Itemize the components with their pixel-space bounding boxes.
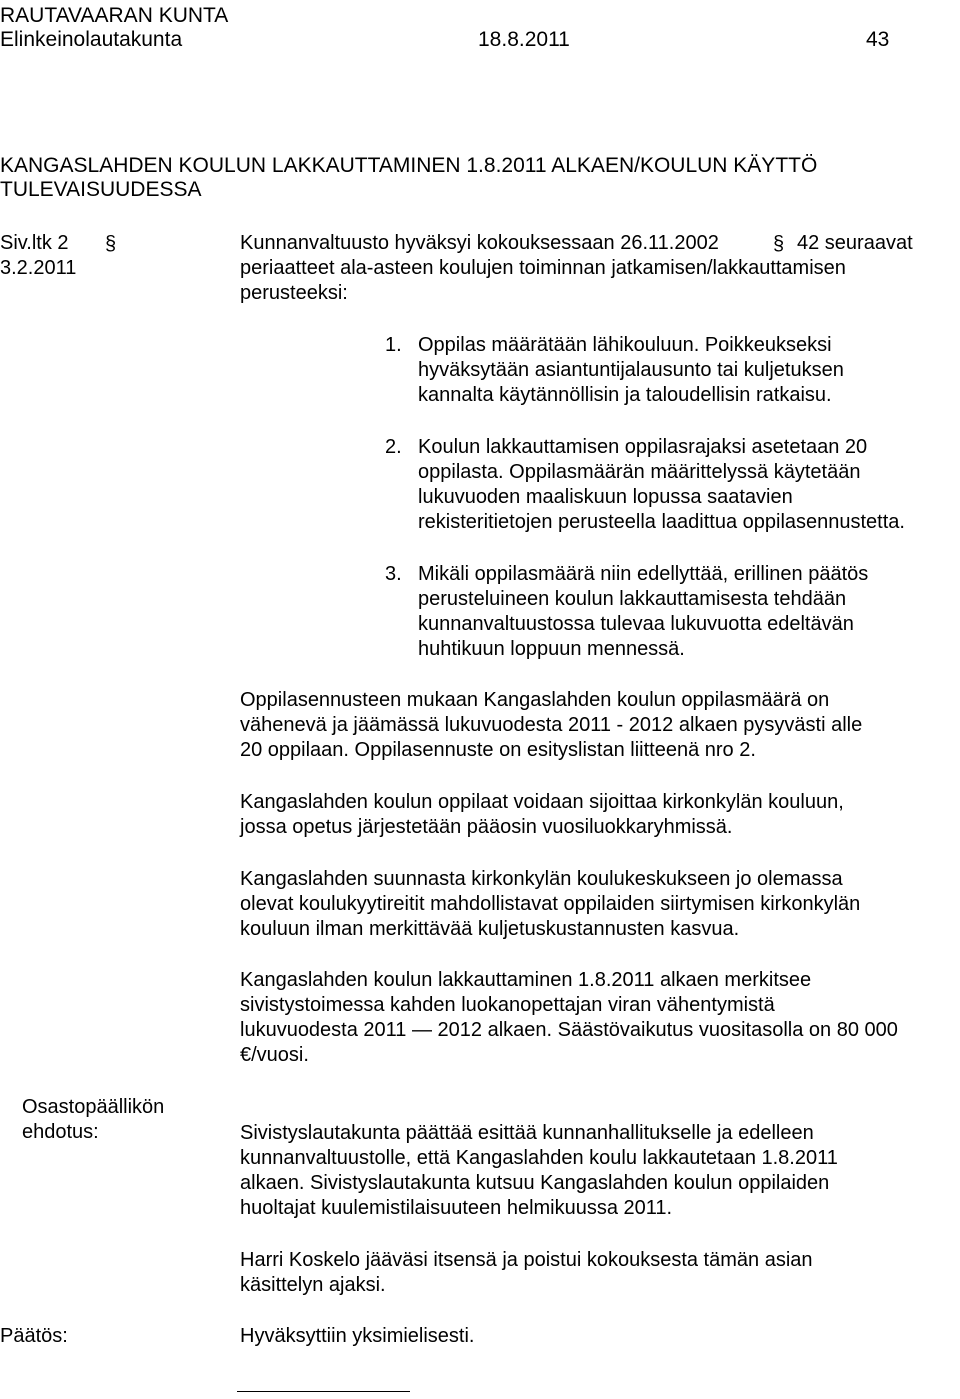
principle-number: 3. xyxy=(385,563,402,585)
paragraph-line: jossa opetus järjestetään pääosin vuosiluokkaryhmissä. xyxy=(240,816,733,838)
intro-line: periaatteet ala-asteen koulujen toiminnan jatkamisen/lakkauttamisen xyxy=(240,257,846,279)
reference-label: Siv.ltk 2 xyxy=(0,232,69,254)
paragraph-line: 20 oppilaan. Oppilasennuste on esityslistan liitteenä nro 2. xyxy=(240,739,756,761)
principle-line: lukuvuoden maaliskuun lopussa saatavien xyxy=(418,486,793,508)
paragraph-line: vähenevä ja jäämässä lukuvuodesta 2011 - 2012 alkaen pysyvästi alle xyxy=(240,714,863,736)
disqualification-line: Harri Koskelo jääväsi itsensä ja poistui kokouksesta tämän asian xyxy=(240,1249,813,1271)
proposal-line: kunnanvaltuustolle, että Kangaslahden koulu lakkautetaan 1.8.2011 xyxy=(240,1147,838,1169)
principle-line: huhtikuun loppuun mennessä. xyxy=(418,638,685,660)
section-mark-icon-2: § xyxy=(773,233,785,255)
meeting-date: 18.8.2011 xyxy=(478,28,570,51)
principle-line: perusteluineen koulun lakkauttamisesta tehdään xyxy=(418,588,847,610)
paragraph-line: Kangaslahden koulun oppilaat voidaan sijoittaa kirkonkylän kouluun, xyxy=(240,791,844,813)
paragraph-line: €/vuosi. xyxy=(240,1044,309,1066)
paragraph-line: sivistystoimessa kahden luokanopettajan viran vähentymistä xyxy=(240,994,775,1016)
principle-line: Mikäli oppilasmäärä niin edellyttää, erillinen päätös xyxy=(418,563,869,585)
page-number: 43 xyxy=(866,28,890,51)
paragraph-line: Kangaslahden suunnasta kirkonkylän koulukeskukseen jo olemassa xyxy=(240,868,843,890)
section-mark-icon: § xyxy=(105,233,117,255)
document-title-line-1: KANGASLAHDEN KOULUN LAKKAUTTAMINEN 1.8.2011 ALKAEN/KOULUN KÄYTTÖ xyxy=(0,154,818,177)
principle-line: Oppilas määrätään lähikouluun. Poikkeukseksi xyxy=(418,334,832,356)
principle-line: Koulun lakkauttamisen oppilasrajaksi asetetaan 20 xyxy=(418,436,868,458)
principle-number: 2. xyxy=(385,436,402,458)
proposal-label: ehdotus: xyxy=(22,1121,99,1143)
proposal-line: huoltajat kuulemistilaisuuteen helmikuussa 2011. xyxy=(240,1197,673,1219)
signature-line xyxy=(237,1391,410,1392)
principle-line: kunnanvaltuustossa tulevaa lukuvuotta edeltävän xyxy=(418,613,854,635)
paragraph-line: Kangaslahden koulun lakkauttaminen 1.8.2011 alkaen merkitsee xyxy=(240,969,812,991)
paragraph-line: kouluun ilman merkittävää kuljetuskustannusten kasvua. xyxy=(240,918,740,940)
paragraph-line: olevat koulukyytireitit mahdollistavat oppilaiden siirtymisen kirkonkylän xyxy=(240,893,861,915)
decision-text: Hyväksyttiin yksimielisesti. xyxy=(240,1325,475,1347)
reference-date: 3.2.2011 xyxy=(0,257,77,279)
paragraph-line: Oppilasennusteen mukaan Kangaslahden koulun oppilasmäärä on xyxy=(240,689,830,711)
principle-line: rekisteritietojen perusteella laadittua oppilasennustetta. xyxy=(418,511,905,533)
disqualification-line: käsittelyn ajaksi. xyxy=(240,1274,386,1296)
intro-line: perusteeksi: xyxy=(240,282,348,304)
decision-label: Päätös: xyxy=(0,1325,68,1347)
principle-line: kannalta käytännöllisin ja taloudellisin ratkaisu. xyxy=(418,384,832,406)
principle-line: hyväksytään asiantuntijalausunto tai kuljetuksen xyxy=(418,359,844,381)
principle-line: oppilasta. Oppilasmäärän määrittelyssä käytetään xyxy=(418,461,861,483)
proposal-label: Osastopäällikön xyxy=(22,1096,165,1118)
proposal-line: alkaen. Sivistyslautakunta kutsuu Kangaslahden koulun oppilaiden xyxy=(240,1172,830,1194)
paragraph-line: lukuvuodesta 2011 — 2012 alkaen. Säästövaikutus vuositasolla on 80 000 xyxy=(240,1019,898,1041)
proposal-line: Sivistyslautakunta päättää esittää kunnanhallitukselle ja edelleen xyxy=(240,1122,814,1144)
document-title-line-2: TULEVAISUUDESSA xyxy=(0,178,202,201)
intro-line: Kunnanvaltuusto hyväksyi kokouksessaan 26.11.2002 xyxy=(240,232,719,254)
principle-number: 1. xyxy=(385,334,402,356)
intro-count: 42 seuraavat xyxy=(797,232,913,254)
board-name: Elinkeinolautakunta xyxy=(0,28,183,51)
organization-name: RAUTAVAARAN KUNTA xyxy=(0,4,229,27)
